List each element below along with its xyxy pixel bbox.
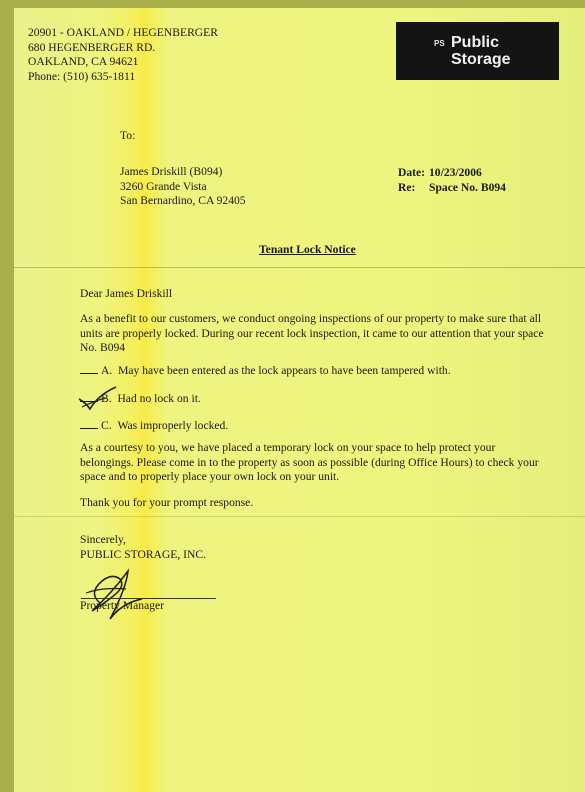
option-letter: A. — [101, 364, 113, 377]
paragraph-line: As a benefit to our customers, we conduct ongoing inspections of our property to make sure that all — [80, 312, 542, 325]
signer-title: Property Manager — [80, 599, 165, 612]
courtesy-paragraph — [80, 441, 580, 485]
option-letter: C. — [101, 419, 112, 432]
paragraph-line: units are properly locked. During our recent lock inspection, it came to our attention that your space — [80, 326, 544, 340]
option-text: Had no lock on it. — [117, 392, 201, 405]
logo-text: Storage — [451, 51, 511, 68]
option-blank — [80, 418, 98, 429]
sender-line: 20901 - OAKLAND / HEGENBERGER — [28, 26, 218, 39]
notice-title: Tenant Lock Notice — [259, 243, 356, 256]
option-text: May have been entered as the lock appears to have been tampered with. — [118, 364, 451, 377]
fold-line — [14, 267, 585, 268]
paragraph-line: belongings. Please come in to the property as soon as possible (during Office Hours) to check your — [80, 455, 539, 469]
re-label: Re: — [398, 180, 416, 194]
recipient-address — [120, 165, 246, 209]
salutation: Dear James Driskill — [80, 287, 173, 300]
option-blank — [80, 363, 98, 374]
recipient-name: James Driskill (B094) — [120, 165, 223, 178]
letter-meta — [398, 166, 506, 195]
sender-line: 680 HEGENBERGER RD. — [28, 40, 156, 54]
space-number: Space No. B094 — [429, 180, 506, 194]
public-storage-logo — [396, 22, 559, 80]
logo-mark: PS — [434, 39, 445, 48]
option-a — [80, 363, 451, 379]
option-letter: B. — [101, 392, 112, 405]
recipient-city: San Bernardino, CA 92405 — [120, 194, 246, 207]
sender-phone: Phone: (510) 635-1811 — [28, 69, 136, 83]
thanks-line: Thank you for your prompt response. — [80, 496, 254, 509]
check-mark-icon — [76, 385, 120, 415]
date-value: 10/23/2006 — [429, 166, 482, 179]
option-c — [80, 418, 228, 434]
logo-text: Public — [451, 34, 500, 51]
sender-line: OAKLAND, CA 94621 — [28, 55, 139, 68]
paragraph-line: space and to properly place your own lock on your unit. — [80, 470, 340, 483]
fold-line — [14, 516, 585, 517]
sender-address — [28, 26, 218, 84]
recipient-street: 3260 Grande Vista — [120, 179, 207, 193]
paragraph-line: As a courtesy to you, we have placed a temporary lock on your space to help protect your — [80, 441, 496, 454]
company-name: PUBLIC STORAGE, INC. — [80, 547, 207, 561]
intro-paragraph — [80, 312, 580, 356]
closing: Sincerely, — [80, 533, 126, 546]
option-text: Was improperly locked. — [117, 419, 229, 432]
date-label: Date: — [398, 166, 426, 179]
paragraph-line: No. B094 — [80, 341, 126, 354]
letter-page — [14, 8, 585, 792]
signature-scribble — [80, 563, 165, 625]
closing-block — [80, 533, 206, 562]
to-label: To: — [120, 129, 136, 142]
